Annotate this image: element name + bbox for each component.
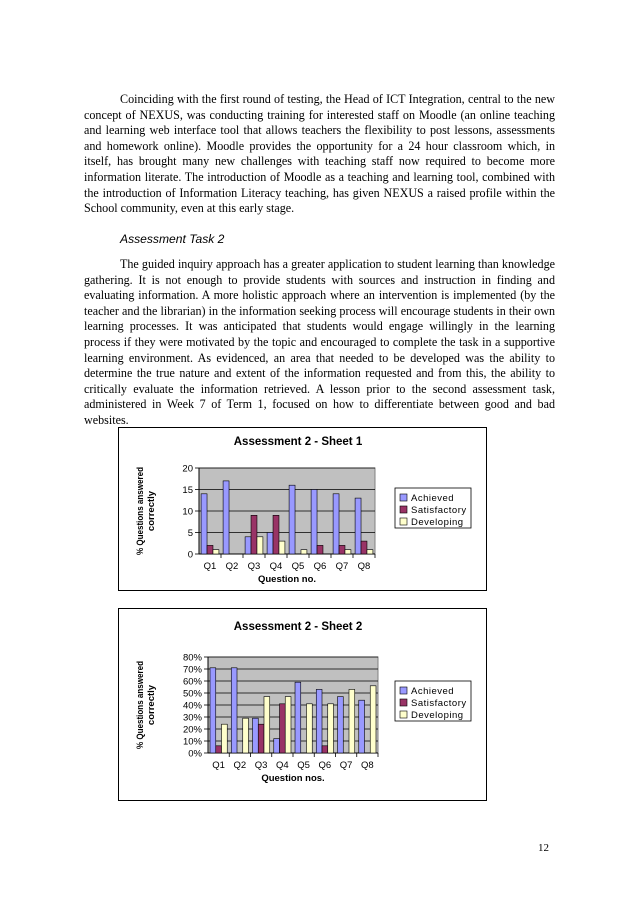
x-tick-label: Q7 [339, 760, 353, 771]
y-axis-label-line1: % Questions answered [135, 450, 146, 555]
x-tick-label: Q6 [318, 760, 332, 771]
x-tick-label: Q3 [254, 760, 268, 771]
bar-achieved-q7 [333, 494, 339, 554]
bar-developing-q3 [264, 697, 270, 753]
legend-swatch-developing [400, 711, 407, 718]
chart-sheet-2-svg [119, 609, 486, 800]
bar-achieved-q5 [289, 485, 295, 554]
section-heading: Assessment Task 2 [120, 232, 225, 246]
bar-developing-q5 [306, 704, 312, 753]
legend-swatch-developing [400, 518, 407, 525]
x-tick-label: Q6 [313, 561, 327, 572]
y-tick-label: 0% [188, 748, 202, 760]
y-tick-label: 20 [182, 463, 193, 475]
bar-achieved-q2 [231, 668, 237, 753]
bar-achieved-q1 [201, 494, 207, 554]
bar-developing-q7 [349, 689, 355, 753]
x-tick-label: Q2 [225, 561, 239, 572]
bar-satisfactory-q1 [216, 746, 222, 753]
bar-satisfactory-q1 [207, 545, 213, 554]
y-tick-label: 70% [182, 664, 202, 676]
bar-achieved-q6 [311, 490, 317, 555]
legend-label-developing: Developing [411, 710, 464, 721]
y-tick-label: 10 [182, 506, 193, 518]
legend-swatch-achieved [400, 687, 407, 694]
legend-label-achieved: Achieved [411, 493, 455, 504]
bar-satisfactory-q3 [251, 515, 257, 554]
bar-satisfactory-q7 [339, 545, 345, 554]
bar-satisfactory-q4 [280, 704, 286, 753]
x-tick-label: Q3 [247, 561, 261, 572]
legend-swatch-achieved [400, 494, 407, 501]
x-tick-label: Q1 [203, 561, 217, 572]
y-axis-label [135, 450, 157, 555]
legend-label-satisfactory: Satisfactory [411, 698, 467, 709]
y-tick-label: 30% [182, 712, 202, 724]
x-tick-label: Q4 [269, 561, 283, 572]
page-number: 12 [538, 842, 549, 854]
bar-satisfactory-q4 [273, 515, 279, 554]
y-tick-label: 10% [182, 736, 202, 748]
bar-satisfactory-q6 [317, 545, 323, 554]
y-tick-label: 0 [187, 549, 193, 561]
chart-title: Assessment 2 - Sheet 2 [233, 621, 363, 633]
x-tick-label: Q8 [361, 760, 374, 771]
bar-satisfactory-q8 [361, 541, 367, 554]
y-axis-label-line1: % Questions answered [135, 644, 146, 749]
y-axis-label-line2: correctly [146, 684, 157, 726]
y-axis-label [135, 644, 157, 749]
bar-developing-q8 [370, 686, 376, 753]
bar-achieved-q8 [355, 498, 361, 554]
bar-developing-q7 [345, 550, 351, 554]
legend-label-satisfactory: Satisfactory [411, 505, 467, 516]
y-tick-label: 80% [182, 652, 202, 664]
bar-developing-q4 [285, 697, 291, 753]
body-paragraph-1: Coinciding with the first round of testing, the Head of ICT Integration, central to the new concept of NEXUS, was conducting training for interested staff on Moodle (an online teaching and learning web interface tool that allows teachers the flexibility to post lessons, assessments and homework online). Moodle provides the opportunity for a 24 hour classroom which, in itself, has brought many new challenges with teaching staff now required to become more information literate. The introduction of Moodle as a teaching and learning tool, combined with the introduction of Information Literacy teaching, has given NEXUS a raised profile within the School community, even at this early stage. [84, 92, 555, 216]
chart-sheet-2 [118, 608, 487, 801]
y-axis-label-line2: correctly [146, 490, 157, 532]
y-tick-label: 50% [182, 688, 202, 700]
bar-developing-q8 [367, 550, 373, 554]
bar-achieved-q1 [210, 668, 216, 753]
bar-achieved-q3 [253, 718, 259, 753]
y-tick-label: 40% [182, 700, 202, 712]
bar-achieved-q8 [359, 700, 365, 753]
bar-developing-q4 [279, 541, 285, 554]
y-tick-label: 20% [182, 724, 202, 736]
x-tick-label: Q2 [233, 760, 247, 771]
bar-achieved-q2 [223, 481, 229, 554]
y-tick-label: 15 [182, 485, 193, 496]
bar-satisfactory-q3 [258, 724, 264, 753]
bar-developing-q2 [243, 718, 249, 753]
chart-sheet-1 [118, 427, 487, 591]
bar-achieved-q7 [338, 697, 344, 753]
bar-satisfactory-q6 [322, 746, 328, 753]
chart-sheet-1-svg [119, 428, 486, 590]
x-tick-label: Q7 [335, 561, 349, 572]
legend-label-developing: Developing [411, 517, 464, 528]
bar-developing-q6 [328, 704, 334, 753]
bar-achieved-q4 [274, 739, 280, 753]
x-axis-label: Question nos. [261, 773, 325, 784]
x-tick-label: Q4 [276, 760, 289, 771]
bar-developing-q5 [301, 550, 307, 554]
legend-label-achieved: Achieved [411, 686, 455, 697]
legend-swatch-satisfactory [400, 699, 407, 706]
bar-achieved-q3 [245, 537, 251, 554]
bar-developing-q3 [257, 537, 263, 554]
body-paragraph-2: The guided inquiry approach has a greater application to student learning than knowledge gathering. It is not enough to provide students with sources and instruction in finding and evaluating information. A more holistic approach where an intervention is implemented (by the teacher and the librarian) in the information seeking process will encourage students in their own learning processes. It was anticipated that students would engage willingly in the learning process if they were motivated by the topic and encouraged to complete the task in a supportive learning environment. As evidenced, an area that needed to be developed was the ability to determine the true nature and extent of the information requested and from this, the ability to critically evaluate the information retrieved. A lesson prior to the second assessment task, administered in Week 7 of Term 1, focused on how to differentiate between good and bad websites. [84, 257, 555, 427]
y-tick-label: 60% [182, 676, 202, 688]
chart-title: Assessment 2 - Sheet 1 [233, 436, 363, 448]
legend-swatch-satisfactory [400, 506, 407, 513]
bar-developing-q1 [221, 724, 227, 753]
y-tick-label: 5 [187, 528, 193, 539]
x-axis-label: Question no. [257, 574, 317, 585]
x-tick-label: Q1 [212, 760, 225, 771]
x-tick-label: Q8 [357, 561, 371, 572]
bar-achieved-q5 [295, 682, 301, 753]
bar-achieved-q6 [316, 689, 322, 753]
x-tick-label: Q5 [291, 561, 305, 572]
bar-developing-q1 [213, 550, 219, 554]
bar-achieved-q4 [267, 533, 273, 555]
x-tick-label: Q5 [297, 760, 310, 771]
